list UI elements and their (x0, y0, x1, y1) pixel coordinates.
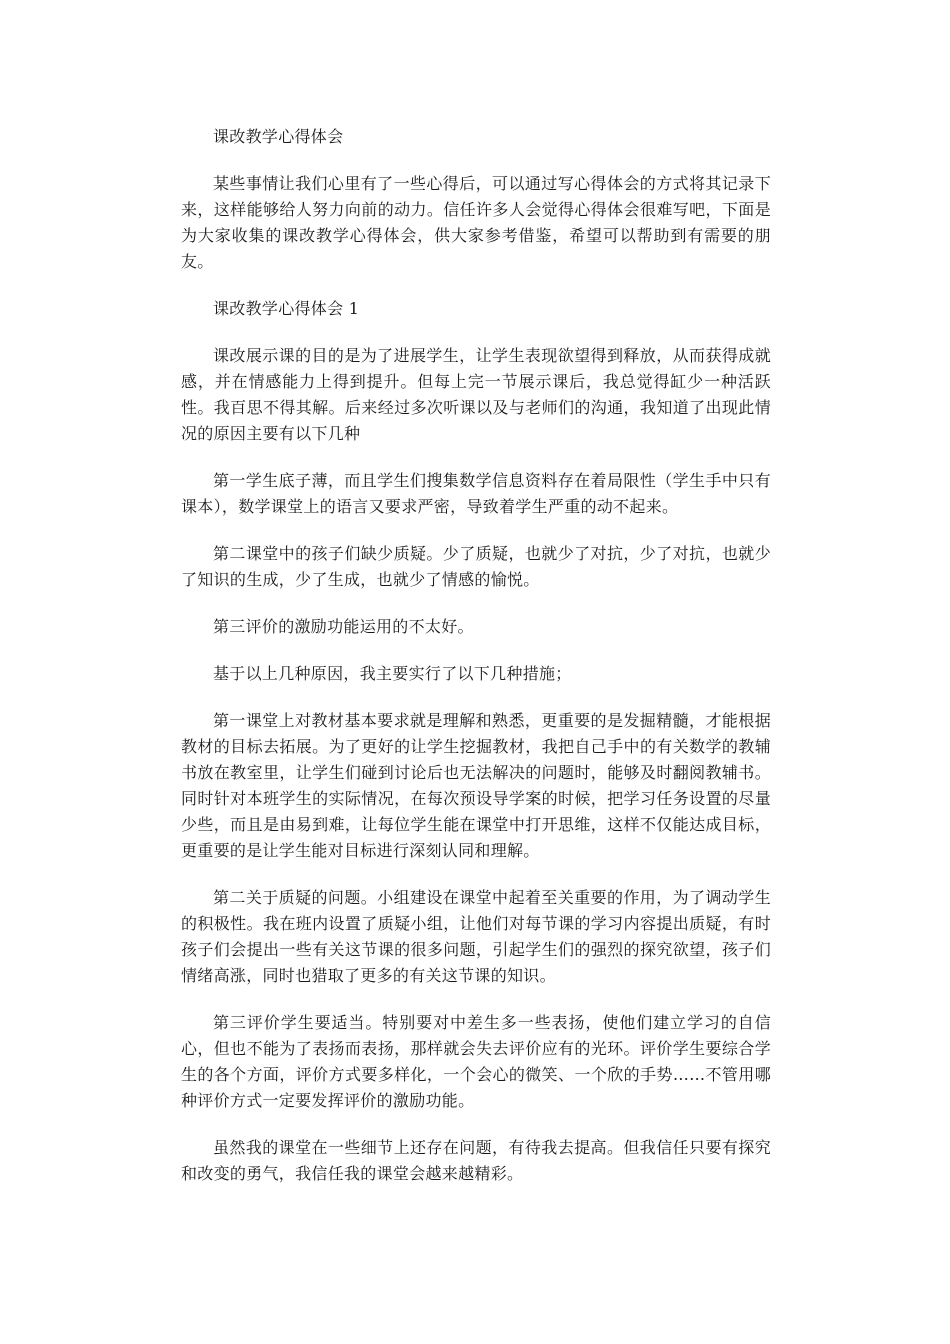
body-paragraph: 课改展示课的目的是为了进展学生，让学生表现欲望得到释放，从而获得成就感，并在情感能力上得到提升。但每上完一节展示课后，我总觉得缸少一种活跃性。我百思不得其解。后来经过多次听课以及与老师们的沟通，我知道了出现此情况的原因主要有以下几种 (181, 346, 771, 443)
body-paragraph: 第三评价的激励功能运用的不太好。 (213, 617, 474, 636)
body-paragraph: 基于以上几种原因，我主要实行了以下几种措施； (213, 664, 572, 683)
body-paragraph: 虽然我的课堂在一些细节上还存在问题，有待我去提高。但我信任只要有探究和改变的勇气，我信任我的课堂会越来越精彩。 (181, 1138, 771, 1183)
body-paragraph: 第三评价学生要适当。特别要对中差生多一些表扬，使他们建立学习的自信心，但也不能为了表扬而表扬，那样就会失去评价应有的光环。评价学生要综合学生的各个方面，评价方式要多样化，一个会心的微笑、一个欣的手势……不管用哪种评价方式一定要发挥评价的激励功能。 (181, 1013, 771, 1110)
intro-paragraph: 某些事情让我们心里有了一些心得后，可以通过写心得体会的方式将其记录下来，这样能够给人努力向前的动力。信任许多人会觉得心得体会很难写吧，下面是为大家收集的课改教学心得体会，供大家参考借鉴，希望可以帮助到有需要的朋友。 (181, 174, 771, 271)
body-paragraph: 第一课堂上对教材基本要求就是理解和熟悉，更重要的是发掘精髓，才能根据教材的目标去拓展。为了更好的让学生挖掘教材，我把自己手中的有关数学的教辅书放在教室里，让学生们碰到讨论后也无法解决的问题时，能够及时翻阅教辅书。同时针对本班学生的实际情况，在每次预设导学案的时候，把学习任务设置的尽量少些，而且是由易到难，让每位学生能在课堂中打开思维，这样不仅能达成目标，更重要的是让学生能对目标进行深刻认同和理解。 (181, 711, 771, 860)
body-paragraph: 第一学生底子薄，而且学生们搜集数学信息资料存在着局限性（学生手中只有课本），数学课堂上的语言又要求严密，导致着学生严重的动不起来。 (181, 471, 771, 516)
section-heading: 课改教学心得体会 1 (213, 299, 360, 318)
document-title: 课改教学心得体会 (213, 127, 344, 146)
body-paragraph: 第二关于质疑的问题。小组建设在课堂中起着至关重要的作用，为了调动学生的积极性。我在班内设置了质疑小组，让他们对每节课的学习内容提出质疑，有时孩子们会提出一些有关这节课的很多问题，引起学生们的强烈的探究欲望，孩子们情绪高涨，同时也猎取了更多的有关这节课的知识。 (181, 888, 771, 985)
document-body (181, 124, 771, 1208)
body-paragraph: 第二课堂中的孩子们缺少质疑。少了质疑，也就少了对抗，少了对抗，也就少了知识的生成，少了生成，也就少了情感的愉悦。 (181, 544, 771, 589)
